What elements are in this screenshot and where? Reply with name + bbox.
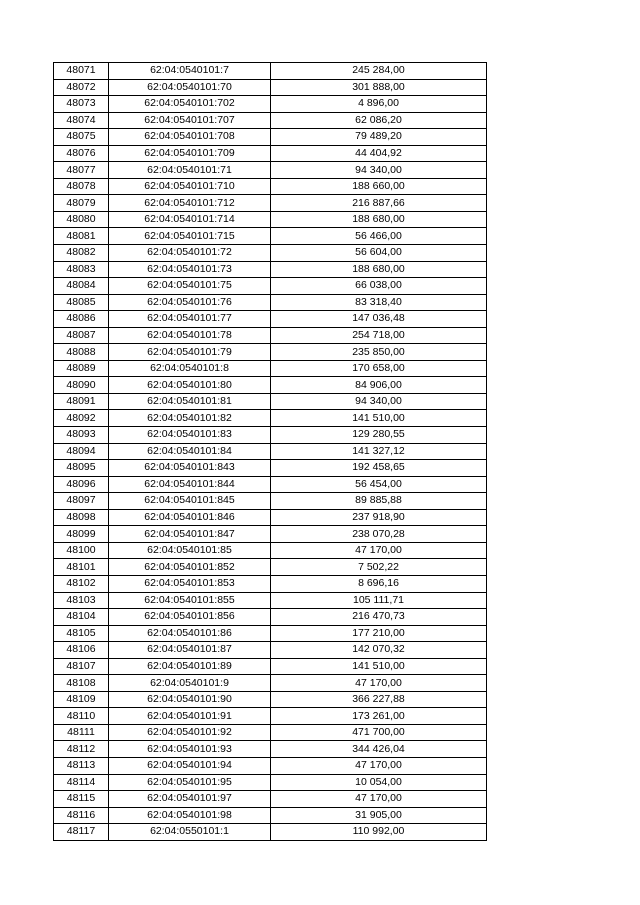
row-number-cell: 48109 [54,691,109,708]
row-number-cell: 48111 [54,724,109,741]
value-cell: 47 170,00 [271,675,487,692]
row-number-cell: 48103 [54,592,109,609]
value-cell: 141 510,00 [271,658,487,675]
cadastral-number-cell: 62:04:0540101:845 [109,493,271,510]
cadastral-number-cell: 62:04:0540101:9 [109,675,271,692]
table-row [54,592,487,609]
row-number-cell: 48076 [54,145,109,162]
row-number-cell: 48104 [54,609,109,626]
value-cell: 56 466,00 [271,228,487,245]
value-cell: 301 888,00 [271,79,487,96]
value-cell: 173 261,00 [271,708,487,725]
table-row [54,724,487,741]
cadastral-number-cell: 62:04:0540101:91 [109,708,271,725]
row-number-cell: 48113 [54,757,109,774]
row-number-cell: 48100 [54,542,109,559]
cadastral-number-cell: 62:04:0540101:84 [109,443,271,460]
cadastral-number-cell: 62:04:0540101:712 [109,195,271,212]
value-cell: 84 906,00 [271,377,487,394]
cadastral-number-cell: 62:04:0540101:94 [109,757,271,774]
cadastral-number-cell: 62:04:0540101:87 [109,642,271,659]
row-number-cell: 48091 [54,393,109,410]
value-cell: 238 070,28 [271,526,487,543]
value-cell: 8 696,16 [271,575,487,592]
value-cell: 366 227,88 [271,691,487,708]
value-cell: 79 489,20 [271,129,487,146]
cadastral-number-cell: 62:04:0540101:709 [109,145,271,162]
row-number-cell: 48097 [54,493,109,510]
row-number-cell: 48084 [54,278,109,295]
value-cell: 47 170,00 [271,791,487,808]
cadastral-number-cell: 62:04:0540101:71 [109,162,271,179]
table-row [54,195,487,212]
value-cell: 141 327,12 [271,443,487,460]
cadastral-number-cell: 62:04:0540101:710 [109,178,271,195]
cadastral-number-cell: 62:04:0540101:847 [109,526,271,543]
row-number-cell: 48115 [54,791,109,808]
row-number-cell: 48087 [54,327,109,344]
cadastral-number-cell: 62:04:0540101:77 [109,311,271,328]
cadastral-number-cell: 62:04:0540101:855 [109,592,271,609]
table-row [54,642,487,659]
row-number-cell: 48077 [54,162,109,179]
value-cell: 142 070,32 [271,642,487,659]
table-row [54,393,487,410]
row-number-cell: 48081 [54,228,109,245]
table-row [54,410,487,427]
value-cell: 188 680,00 [271,211,487,228]
row-number-cell: 48092 [54,410,109,427]
cadastral-number-cell: 62:04:0540101:90 [109,691,271,708]
cadastral-number-cell: 62:04:0540101:7 [109,63,271,80]
cadastral-number-cell: 62:04:0540101:75 [109,278,271,295]
row-number-cell: 48108 [54,675,109,692]
table-row [54,96,487,113]
value-cell: 94 340,00 [271,162,487,179]
cadastral-number-cell: 62:04:0540101:98 [109,807,271,824]
table-body [54,63,487,841]
table-row [54,542,487,559]
value-cell: 170 658,00 [271,360,487,377]
cadastral-number-cell: 62:04:0540101:82 [109,410,271,427]
value-cell: 141 510,00 [271,410,487,427]
cadastral-number-cell: 62:04:0540101:8 [109,360,271,377]
value-cell: 216 887,66 [271,195,487,212]
table-row [54,757,487,774]
row-number-cell: 48079 [54,195,109,212]
value-cell: 10 054,00 [271,774,487,791]
row-number-cell: 48071 [54,63,109,80]
cadastral-number-cell: 62:04:0540101:708 [109,129,271,146]
row-number-cell: 48075 [54,129,109,146]
value-cell: 83 318,40 [271,294,487,311]
table-row [54,774,487,791]
table-row [54,559,487,576]
value-cell: 4 896,00 [271,96,487,113]
table-row [54,261,487,278]
cadastral-number-cell: 62:04:0540101:714 [109,211,271,228]
value-cell: 245 284,00 [271,63,487,80]
value-cell: 56 604,00 [271,245,487,262]
value-cell: 344 426,04 [271,741,487,758]
row-number-cell: 48117 [54,824,109,841]
value-cell: 31 905,00 [271,807,487,824]
table-row [54,443,487,460]
row-number-cell: 48073 [54,96,109,113]
table-row [54,79,487,96]
table-row [54,575,487,592]
table-row [54,658,487,675]
row-number-cell: 48099 [54,526,109,543]
row-number-cell: 48074 [54,112,109,129]
table-row [54,708,487,725]
table-row [54,327,487,344]
cadastral-number-cell: 62:04:0540101:76 [109,294,271,311]
value-cell: 89 885,88 [271,493,487,510]
table-row [54,609,487,626]
row-number-cell: 48110 [54,708,109,725]
row-number-cell: 48082 [54,245,109,262]
table-row [54,509,487,526]
table-row [54,791,487,808]
data-table [53,62,487,841]
row-number-cell: 48085 [54,294,109,311]
row-number-cell: 48102 [54,575,109,592]
table-row [54,129,487,146]
value-cell: 188 680,00 [271,261,487,278]
value-cell: 66 038,00 [271,278,487,295]
value-cell: 147 036,48 [271,311,487,328]
value-cell: 235 850,00 [271,344,487,361]
value-cell: 94 340,00 [271,393,487,410]
value-cell: 62 086,20 [271,112,487,129]
value-cell: 105 111,71 [271,592,487,609]
row-number-cell: 48101 [54,559,109,576]
table-row [54,807,487,824]
value-cell: 110 992,00 [271,824,487,841]
table-row [54,625,487,642]
cadastral-number-cell: 62:04:0540101:89 [109,658,271,675]
table-row [54,311,487,328]
row-number-cell: 48078 [54,178,109,195]
cadastral-number-cell: 62:04:0540101:81 [109,393,271,410]
cadastral-number-cell: 62:04:0540101:78 [109,327,271,344]
row-number-cell: 48107 [54,658,109,675]
table-row [54,145,487,162]
table-row [54,824,487,841]
cadastral-number-cell: 62:04:0540101:73 [109,261,271,278]
table-row [54,460,487,477]
table-row [54,294,487,311]
cadastral-number-cell: 62:04:0540101:70 [109,79,271,96]
row-number-cell: 48080 [54,211,109,228]
table-row [54,162,487,179]
value-cell: 129 280,55 [271,427,487,444]
row-number-cell: 48089 [54,360,109,377]
table-row [54,493,487,510]
cadastral-number-cell: 62:04:0550101:1 [109,824,271,841]
table-row [54,360,487,377]
value-cell: 177 210,00 [271,625,487,642]
table-row [54,675,487,692]
row-number-cell: 48116 [54,807,109,824]
value-cell: 188 660,00 [271,178,487,195]
cadastral-number-cell: 62:04:0540101:97 [109,791,271,808]
value-cell: 254 718,00 [271,327,487,344]
table-row [54,211,487,228]
cadastral-number-cell: 62:04:0540101:852 [109,559,271,576]
value-cell: 47 170,00 [271,757,487,774]
row-number-cell: 48088 [54,344,109,361]
row-number-cell: 48106 [54,642,109,659]
cadastral-number-cell: 62:04:0540101:86 [109,625,271,642]
value-cell: 44 404,92 [271,145,487,162]
table-row [54,377,487,394]
table-row [54,278,487,295]
value-cell: 471 700,00 [271,724,487,741]
table-row [54,228,487,245]
cadastral-number-cell: 62:04:0540101:79 [109,344,271,361]
cadastral-number-cell: 62:04:0540101:853 [109,575,271,592]
value-cell: 192 458,65 [271,460,487,477]
table-row [54,741,487,758]
cadastral-number-cell: 62:04:0540101:92 [109,724,271,741]
cadastral-number-cell: 62:04:0540101:844 [109,476,271,493]
value-cell: 216 470,73 [271,609,487,626]
row-number-cell: 48096 [54,476,109,493]
row-number-cell: 48083 [54,261,109,278]
cadastral-number-cell: 62:04:0540101:95 [109,774,271,791]
cadastral-number-cell: 62:04:0540101:80 [109,377,271,394]
table-row [54,526,487,543]
row-number-cell: 48114 [54,774,109,791]
cadastral-number-cell: 62:04:0540101:93 [109,741,271,758]
row-number-cell: 48094 [54,443,109,460]
value-cell: 47 170,00 [271,542,487,559]
cadastral-number-cell: 62:04:0540101:83 [109,427,271,444]
cadastral-number-cell: 62:04:0540101:846 [109,509,271,526]
row-number-cell: 48072 [54,79,109,96]
table-row [54,476,487,493]
table-row [54,427,487,444]
value-cell: 7 502,22 [271,559,487,576]
row-number-cell: 48112 [54,741,109,758]
cadastral-number-cell: 62:04:0540101:702 [109,96,271,113]
cadastral-number-cell: 62:04:0540101:72 [109,245,271,262]
table-row [54,63,487,80]
value-cell: 56 454,00 [271,476,487,493]
table-row [54,344,487,361]
cadastral-number-cell: 62:04:0540101:707 [109,112,271,129]
table-row [54,112,487,129]
row-number-cell: 48105 [54,625,109,642]
value-cell: 237 918,90 [271,509,487,526]
table-row [54,691,487,708]
row-number-cell: 48086 [54,311,109,328]
row-number-cell: 48093 [54,427,109,444]
cadastral-number-cell: 62:04:0540101:856 [109,609,271,626]
table-row [54,245,487,262]
row-number-cell: 48095 [54,460,109,477]
row-number-cell: 48090 [54,377,109,394]
cadastral-number-cell: 62:04:0540101:715 [109,228,271,245]
row-number-cell: 48098 [54,509,109,526]
cadastral-number-cell: 62:04:0540101:85 [109,542,271,559]
table-row [54,178,487,195]
cadastral-number-cell: 62:04:0540101:843 [109,460,271,477]
